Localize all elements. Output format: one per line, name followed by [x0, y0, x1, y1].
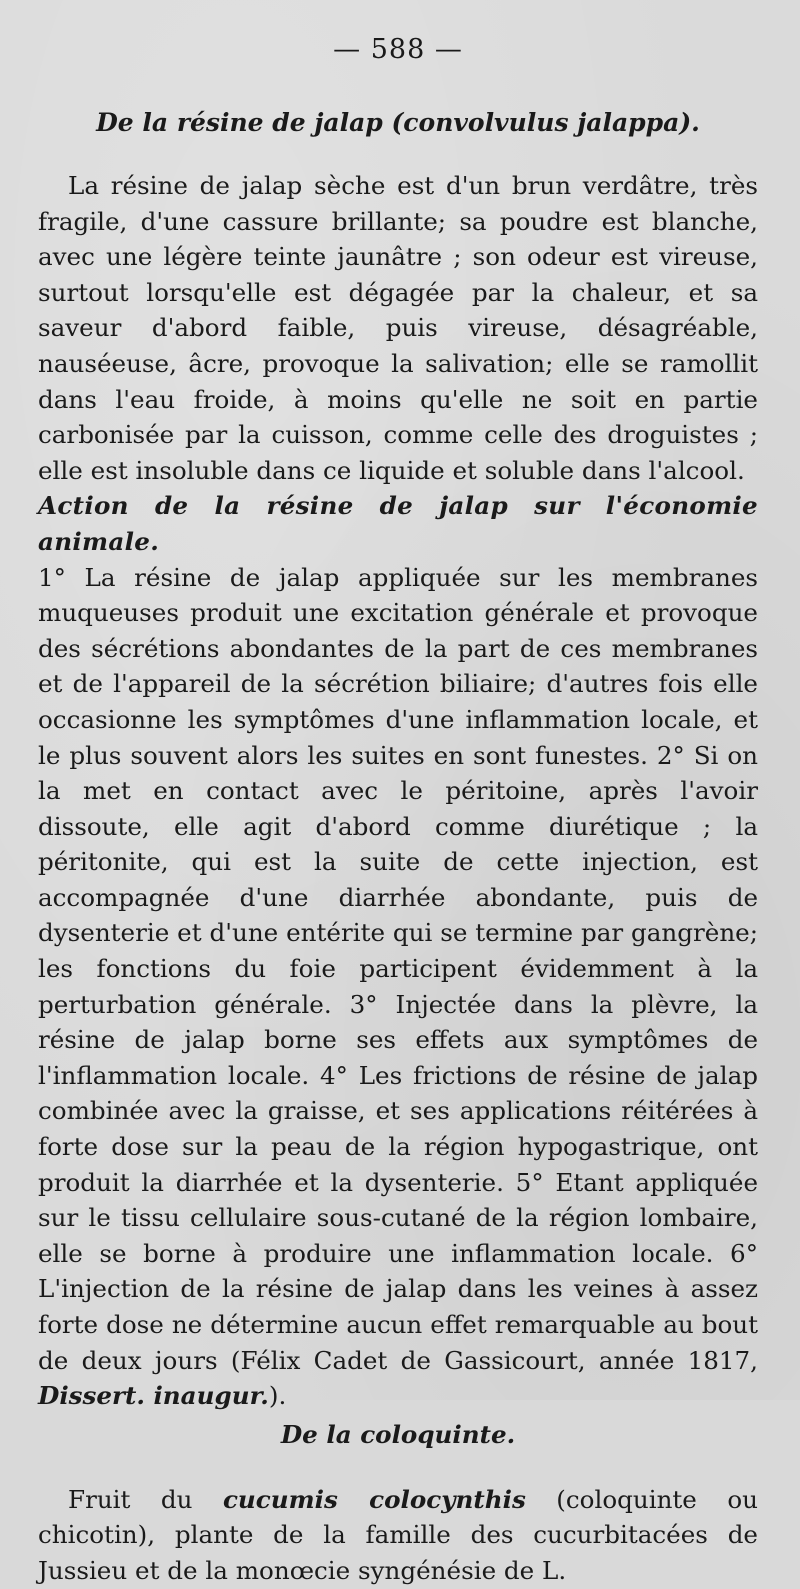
coloquinte-text-post: (coloquinte ou chicotin), plante de la famille des cucurbitacées de Jussieu et de la monœcie syngénésie de L. — [38, 1484, 758, 1585]
coloquinte-text-pre: Fruit du — [68, 1484, 223, 1514]
jalap-action-paragraph — [38, 488, 758, 1413]
jalap-action-heading: Action de la résine de jalap sur l'économie animale. — [38, 491, 758, 556]
citation-closing: ). — [268, 1381, 287, 1411]
coloquinte-paragraph — [38, 1482, 758, 1589]
section-title-coloquinte: De la coloquinte. — [280, 1419, 516, 1449]
jalap-action-text: 1° La résine de jalap appliquée sur les membranes muqueuses produit une excitation générale et provoque des sécrétions abondantes de la part de ces membranes et de l'appareil de la sécrétion biliaire; d'autres fois elle occasionne les symptômes d'une inflammation locale, et le plus souvent alors les suites en sont funestes. 2° Si on la met en contact avec le péritoine, après l'avoir dissoute, elle agit d'abord comme diurétique ; la péritonite, qui est la suite de cette injection, est accompagnée d'une diarrhée abondante, puis de dysenterie et d'une entérite qui se termine par gangrène; les fonctions du foie participent évidemment à la perturbation générale. 3° Injectée dans la plèvre, la résine de jalap borne ses effets aux symptômes de l'inflammation locale. 4° Les frictions de résine de jalap combinée avec la graisse, et ses applications réitérées à forte dose sur la peau de la région hypogastrique, ont produit la diarrhée et la dysenterie. 5° Etant appliquée sur le tissu cellulaire sous-cutané de la région lombaire, elle se borne à produire une inflammation locale. 6° L'injection de la résine de jalap dans les veines à assez forte dose ne détermine aucun effet remarquable au bout de deux jours (Félix Cadet de Gassicourt, année 1817, — [38, 562, 758, 1375]
section-title-jalap-resin: De la résine de jalap (convolvulus jalappa). — [96, 108, 700, 137]
page-number: — 588 — — [333, 34, 463, 65]
jalap-resin-description-paragraph: La résine de jalap sèche est d'un brun verdâtre, très fragile, d'une cassure brillante; sa poudre est blanche, avec une légère teinte jaunâtre ; son odeur est vireuse, surtout lorsqu'elle est dégagée par la chaleur, et sa saveur d'abord faible, puis vireuse, désagréable, nauséeuse, âcre, provoque la salivation; elle se ramollit dans l'eau froide, à moins qu'elle ne soit en partie carbonisée par la cuisson, comme celle des droguistes ; elle est insoluble dans ce liquide et soluble dans l'alcool. — [38, 171, 758, 485]
citation-dissertation: Dissert. inaugur. — [38, 1381, 269, 1411]
species-name: cucumis colocynthis — [222, 1484, 526, 1514]
